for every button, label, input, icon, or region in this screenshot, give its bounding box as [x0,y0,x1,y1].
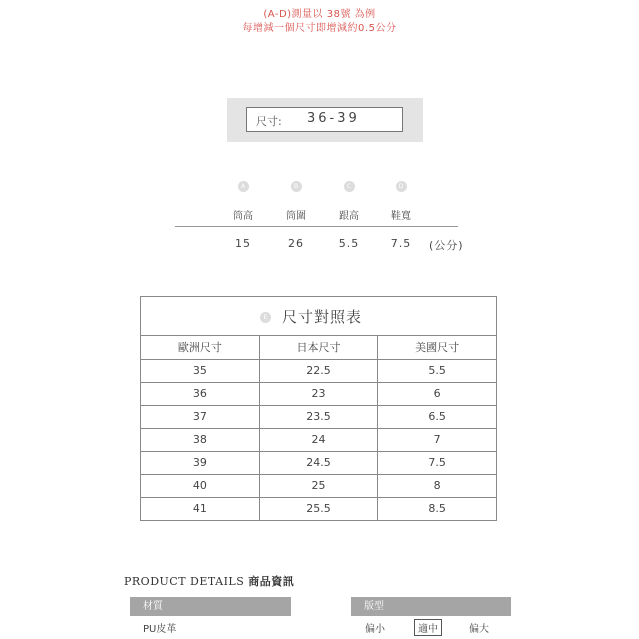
table-cell: 38 [141,428,259,451]
fit-option-true-to-size: 適中 [414,619,442,636]
measure-label-shaft-height: 筒高 [233,211,253,222]
marker-d-icon: D [381,181,421,192]
size-box [246,107,403,132]
table-cell: 6 [378,382,496,405]
product-details-title-en: PRODUCT DETAILS [124,575,245,588]
material-value: PU皮革 [143,624,177,635]
table-cell: 22.5 [259,359,377,382]
table-row [141,474,496,497]
marker-b-icon: B [276,181,316,192]
measure-label-heel-height: 跟高 [339,211,359,222]
table-cell: 37 [141,405,259,428]
measure-label-shoe-width: 鞋寬 [391,211,411,222]
table-cell: 36 [141,382,259,405]
table-cell: 23.5 [259,405,377,428]
marker-a-icon: A [223,181,263,192]
table-cell: 25.5 [259,497,377,520]
table-header-row [141,336,496,359]
table-row [141,359,496,382]
table-cell: 8 [378,474,496,497]
table-row [141,428,496,451]
table-cell: 7.5 [378,451,496,474]
size-value: 36-39 [307,111,360,126]
table-row [141,451,496,474]
table-cell: 39 [141,451,259,474]
measure-value-heel-height: 5.5 [338,237,360,250]
size-table-grid [141,336,496,520]
column-header-eu: 歐洲尺寸 [141,336,259,359]
table-row [141,405,496,428]
table-cell: 6.5 [378,405,496,428]
table-cell: 40 [141,474,259,497]
column-header-jp: 日本尺寸 [259,336,377,359]
column-header-us: 美國尺寸 [378,336,496,359]
table-cell: 24 [259,428,377,451]
table-cell: 8.5 [428,502,446,516]
fit-option-large: 偏大 [469,624,489,635]
size-table-title: 尺寸對照表 [282,308,363,326]
measure-value-shaft-height: 15 [235,237,251,250]
size-label: 尺寸: [256,115,282,128]
note-line-1: (A-D)測量以 38號 為例 [263,9,376,20]
table-cell: 5.5 [378,359,496,382]
measure-value-shoe-width: 7.5 [390,237,412,250]
product-details-title-zh: 商品資訊 [248,575,295,588]
marker-c-icon: C [329,181,369,192]
table-cell: 25 [259,474,377,497]
table-row [141,382,496,405]
size-table-header [141,297,496,336]
table-cell: 23 [259,382,377,405]
fit-option-small: 偏小 [365,624,385,635]
size-conversion-table [140,296,497,521]
table-cell: 7 [378,428,496,451]
measure-label-shaft-circumference: 筒圍 [286,211,306,222]
material-header-bar: 材質 [130,597,291,616]
measure-unit: (公分) [429,239,464,252]
marker-e-icon: E [260,312,271,323]
product-details-heading [124,573,294,589]
note-line-2: 每增減一個尺寸即增減約0.5公分 [242,23,397,34]
measure-divider [175,226,458,227]
table-cell: 41 [141,497,259,520]
table-cell: 24.5 [259,451,377,474]
fit-header-bar: 版型 [351,597,511,616]
table-row [141,497,496,520]
table-cell: 35 [141,359,259,382]
size-panel [227,98,423,142]
measure-value-shaft-circumference: 26 [288,237,304,250]
